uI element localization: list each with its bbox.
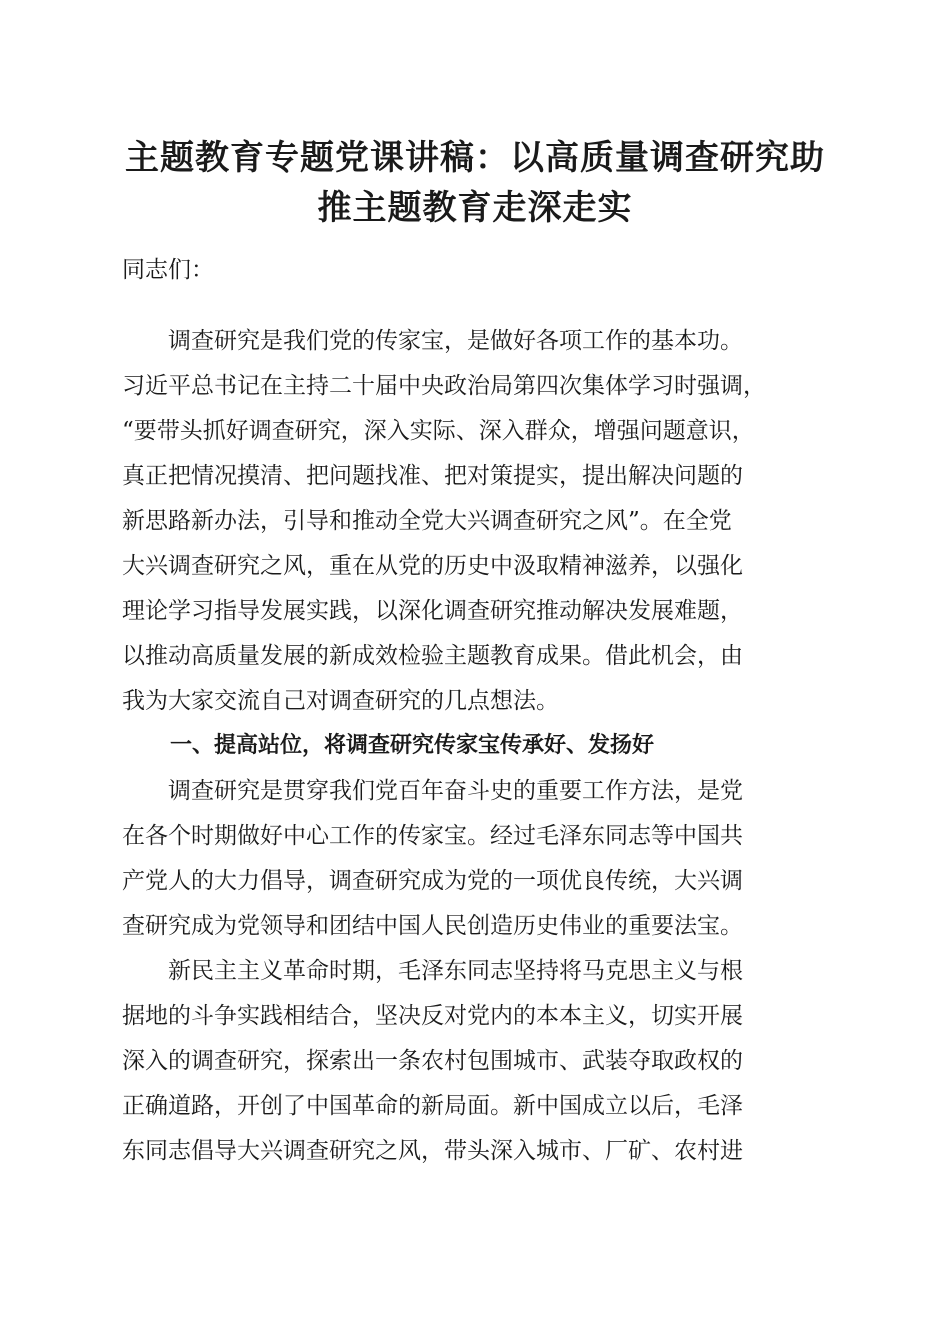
paragraph-3-line-4: 正确道路，开创了中国革命的新局面。新中国成立以后，毛泽 bbox=[122, 1093, 743, 1119]
section-1-heading: 一、提高站位，将调查研究传家宝传承好、发扬好 bbox=[170, 733, 655, 758]
paragraph-1-line-5: 新思路新办法，引导和推动全党大兴调查研究之风”。在全党 bbox=[122, 508, 732, 534]
paragraph-1-line-8: 以推动高质量发展的新成效检验主题教育成果。借此机会，由 bbox=[122, 643, 743, 669]
salutation: 同志们： bbox=[122, 257, 214, 283]
paragraph-2-line-4: 查研究成为党领导和团结中国人民创造历史伟业的重要法宝。 bbox=[122, 913, 743, 939]
paragraph-1-line-9: 我为大家交流自己对调查研究的几点想法。 bbox=[122, 688, 559, 714]
paragraph-3-line-1: 新民主主义革命时期，毛泽东同志坚持将马克思主义与根 bbox=[122, 958, 743, 984]
paragraph-2-line-1: 调查研究是贯穿我们党百年奋斗史的重要工作方法，是党 bbox=[122, 778, 743, 804]
paragraph-2-line-3: 产党人的大力倡导，调查研究成为党的一项优良传统，大兴调 bbox=[122, 868, 743, 894]
paragraph-1-line-2: 习近平总书记在主持二十届中央政治局第四次集体学习时强调， bbox=[122, 373, 766, 399]
paragraph-3-line-5: 东同志倡导大兴调查研究之风，带头深入城市、厂矿、农村进 bbox=[122, 1138, 743, 1164]
paragraph-1-line-3: “要带头抓好调查研究，深入实际、深入群众，增强问题意识， bbox=[122, 418, 755, 444]
paragraph-3-line-2: 据地的斗争实践相结合，坚决反对党内的本本主义，切实开展 bbox=[122, 1003, 743, 1029]
paragraph-1-line-7: 理论学习指导发展实践，以深化调查研究推动解决发展难题， bbox=[122, 598, 743, 624]
document-title-line-1: 主题教育专题党课讲稿：以高质量调查研究助 bbox=[125, 138, 825, 178]
paragraph-1-line-1: 调查研究是我们党的传家宝，是做好各项工作的基本功。 bbox=[122, 328, 743, 354]
paragraph-1-line-4: 真正把情况摸清、把问题找准、把对策提实，提出解决问题的 bbox=[122, 463, 743, 489]
paragraph-1-line-6: 大兴调查研究之风，重在从党的历史中汲取精神滋养，以强化 bbox=[122, 553, 743, 579]
document-title-line-2: 推主题教育走深走实 bbox=[317, 188, 633, 228]
paragraph-3-line-3: 深入的调查研究，探索出一条农村包围城市、武装夺取政权的 bbox=[122, 1048, 743, 1074]
paragraph-2-line-2: 在各个时期做好中心工作的传家宝。经过毛泽东同志等中国共 bbox=[122, 823, 743, 849]
